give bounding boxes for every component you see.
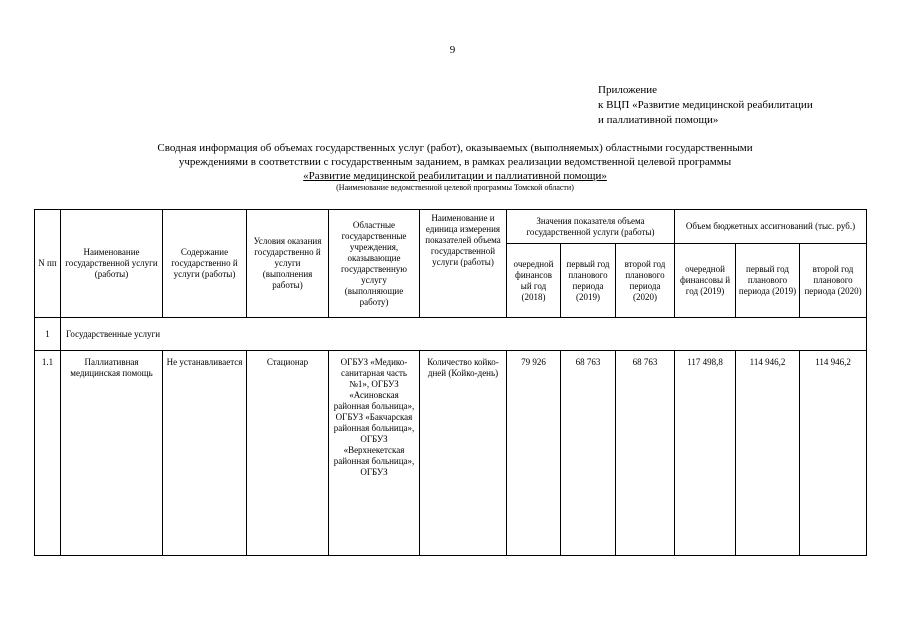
header-budget-group: Объем бюджетных ассигнований (тыс. руб.) bbox=[675, 210, 867, 244]
row-vol-y1: 79 926 bbox=[507, 351, 561, 556]
row-institutions: ОГБУЗ «Медико-санитарная часть №1», ОГБУЗ «Асиновская районная больница», ОГБУЗ «Бакчарская районная больница», ОГБУЗ «Верхнекетская районная больница», ОГБУЗ bbox=[329, 351, 420, 556]
row-vol-y2: 68 763 bbox=[561, 351, 616, 556]
header-bud-y3: второй год планового периода (2020) bbox=[800, 244, 867, 318]
row-content: Не устанавливается bbox=[163, 351, 247, 556]
services-table bbox=[34, 209, 867, 556]
header-vol-y3: второй год планового периода (2020) bbox=[616, 244, 675, 318]
row-indicator: Количество койко-дней (Койко-день) bbox=[420, 351, 507, 556]
row-num: 1.1 bbox=[35, 351, 61, 556]
row-bud-y1: 117 498,8 bbox=[675, 351, 736, 556]
section-num: 1 bbox=[35, 318, 61, 351]
header-vol-y2: первый год планового периода (2019) bbox=[561, 244, 616, 318]
row-conditions: Стационар bbox=[247, 351, 329, 556]
header-vol-y1: очередной финансов ый год (2018) bbox=[507, 244, 561, 318]
program-name: «Развитие медицинской реабилитации и паллиативной помощи» bbox=[303, 170, 607, 182]
appendix-line: к ВЦП «Развитие медицинской реабилитации bbox=[598, 99, 813, 111]
header-volume-group: Значения показателя объема государственной услуги (работы) bbox=[507, 210, 675, 244]
appendix-line: и паллиативной помощи» bbox=[598, 114, 719, 126]
header-institutions: Областные государственные учреждения, оказывающие государственную услугу (выполняющие работу) bbox=[329, 210, 420, 318]
title-line: Сводная информация об объемах государственных услуг (работ), оказываемых (выполняемых) областными государственными bbox=[157, 142, 753, 154]
header-row bbox=[35, 210, 867, 244]
row-service-name: Паллиативная медицинская помощь bbox=[61, 351, 163, 556]
appendix-block bbox=[598, 83, 813, 128]
appendix-line: Приложение bbox=[598, 84, 658, 96]
header-content: Содержание государственно й услуги (работы) bbox=[163, 210, 247, 318]
header-bud-y1: очередной финансовы й год (2019) bbox=[675, 244, 736, 318]
row-bud-y3: 114 946,2 bbox=[800, 351, 867, 556]
header-conditions: Условия оказания государственно й услуги (выполнения работы) bbox=[247, 210, 329, 318]
header-bud-y2: первый год планового периода (2019) bbox=[736, 244, 800, 318]
table-row bbox=[35, 351, 867, 556]
document-title bbox=[40, 141, 870, 193]
section-row bbox=[35, 318, 867, 351]
header-service-name: Наименование государственной услуги (работы) bbox=[61, 210, 163, 318]
header-indicator: Наименование и единица измерения показателей объема государственной услуги (работы) bbox=[420, 210, 507, 318]
header-num: N пп bbox=[35, 210, 61, 318]
row-vol-y3: 68 763 bbox=[616, 351, 675, 556]
page-number: 9 bbox=[449, 44, 456, 56]
program-note: (Наименование ведомственной целевой программы Томской области) bbox=[336, 183, 574, 192]
section-title: Государственные услуги bbox=[61, 318, 867, 351]
title-line: учреждениями в соответствии с государственным заданием, в рамках реализации ведомственной целевой программы bbox=[178, 156, 732, 168]
row-bud-y2: 114 946,2 bbox=[736, 351, 800, 556]
